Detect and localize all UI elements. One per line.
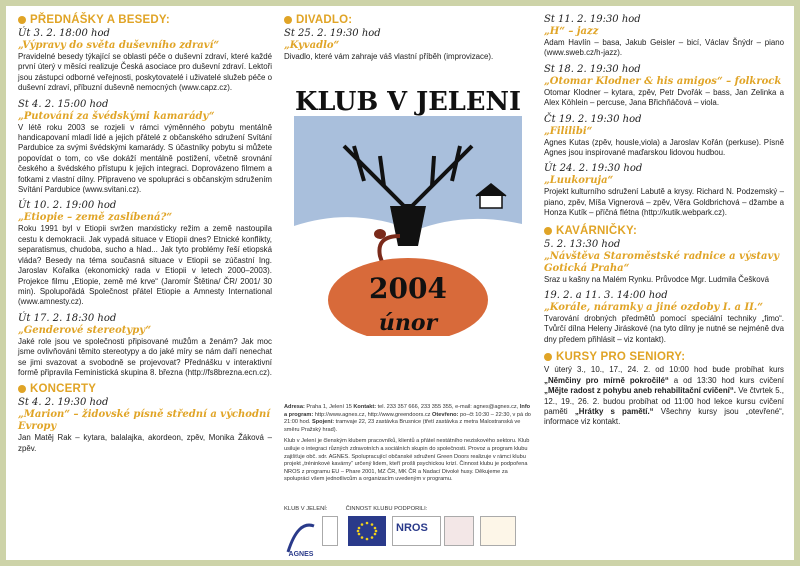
event-body: Otomar Klodner – kytara, zpěv, Petr Dvořák – bass, Jan Zelinka a Alex Köhlein – percuse, Jana Břichňáčová – viola. bbox=[544, 87, 784, 108]
column-theatre bbox=[284, 14, 532, 560]
bullet-icon bbox=[18, 385, 26, 393]
event-item bbox=[544, 290, 784, 345]
event-body: Roku 1991 byl v Etiopii svržen marxisticky režim a země nastoupila cestu k demokracii. Jak vypadá situace v Etiopii dnes? Etnické konflikty, separatismus, chudoba, sucho a hlad... Jak tyto problémy řeší etiopská vláda? Besedy na téma současná situace v Etiopii se zúčastní Ing. Jaroslav Kořalka (ekonomický rada v Etiopii v letech 2000–2003). Projekce filmu „Etiopie, země mé krve“ (Jaromír Štětina/ ČR/ 2001/ 30 min). Spolupořádá Společnost přátel Etiopie a Amnesty International (www.amnesty.cz). bbox=[18, 224, 272, 307]
event-title: „Fililibi“ bbox=[544, 125, 593, 137]
section-heading-concerts: KONCERTY bbox=[18, 383, 272, 395]
event-title: „Putování za švédskými kamarády“ bbox=[18, 110, 215, 122]
event-body: Agnes Kutas (zpěv, housle,viola) a Jaroslav Kořán (perkuse). Písně Agnes jsou inspirované maďarskou lidovou hudbou. bbox=[544, 137, 784, 158]
seniors-courses-text: V úterý 3., 10., 17., 24. 2. od 10:00 hod bude probíhat kurs „Němčiny pro mírně pokročilé“ a od 13:30 hod kurs cvičení „Mějte radost z pohybu aneb rehabilitační cvičení“. Ve čtvrtek 5., 12., 19., 26. 2. budou probíhat od 11:00 hod lekce kursu cvičení paměti „Hrátky s pamětí.“ Všechny kursy jsou „otevřené“, informace viz kontakt. bbox=[544, 365, 784, 427]
section-heading-lectures: PŘEDNÁŠKY A BESEDY: bbox=[18, 14, 272, 26]
event-title: „Návštěva Staroměstské radnice a výstavy Gotická Praha“ bbox=[544, 250, 780, 274]
agnes-logo-icon bbox=[284, 516, 318, 558]
logos-labels: KLUB V JELENÍ: ČINNOST KLUBU PODPORILI: bbox=[284, 506, 428, 512]
partner-logo-small bbox=[322, 516, 338, 546]
event-title: „Genderové stereotypy“ bbox=[18, 324, 152, 336]
program-leaflet bbox=[6, 6, 794, 560]
event-date: Út 17. 2. 18:30 hod bbox=[18, 312, 117, 324]
event-body: Jaké role jsou ve společnosti připisované mužům a ženám? Jak moc jsme ovlivňováni těmito stereotypy a do jaké míry se nám daří nenechat se jimi svazovat a svobodně se projevovat? Přednášku v interaktivní formě připravila Feministická skupina 8. března (http://fs8brezna.ecn.cz). bbox=[18, 336, 272, 377]
event-date: 5. 2. 13:30 hod bbox=[544, 238, 621, 250]
event-body: V létě roku 2003 se rozjeli v rámci výměnného pobytu mentálně handicapovaní mladí lidé a jejich přátelé z občanského sdružení Svítání Pardubice za svými švédskými kamarády. S účastníky pobytu si můžete popovídat o tom, co vše dokáží mentálně postižení, včetně srovnání českého a švédského přístupu k jejich integraci. Doprovázeno filmem a fotkami z vlastní dílny. Připraveno ve spolupráci s občanským sdružením Svítání Pardubice (www.svitani.cz). bbox=[18, 122, 272, 195]
event-date: St 18. 2. 19:30 hod bbox=[544, 63, 641, 75]
column-concerts-cafe bbox=[544, 14, 784, 428]
event-title: „H“ – jazz bbox=[544, 26, 599, 37]
event-title: „Výpravy do světa duševního zdraví“ bbox=[18, 40, 220, 51]
event-item bbox=[18, 99, 272, 196]
event-date: 19. 2. a 11. 3. 14:00 hod bbox=[544, 290, 668, 302]
poster-year: 2004 bbox=[369, 272, 447, 305]
event-item bbox=[544, 64, 784, 109]
bullet-icon bbox=[544, 353, 552, 361]
goose-foundation-logo bbox=[480, 516, 516, 546]
event-title: „Marion“ – židovské písně střední a východní Evropy bbox=[18, 409, 271, 433]
event-title: „Etiopie – země zaslíbená?“ bbox=[18, 212, 173, 224]
club-contact: Adresa: Praha 1, Jelení 15 Kontakt: tel. 233 357 666, 233 355 355, e-mail: agnes@agnes.cz, Info a program: http://www.agnes.cz, http://www.greendoors.cz Otevřeno: po–čt 10:30 – 22:30, v pá do 21:00 hod. Spojení: tramvaje 22, 23 zastávka Brusnice (třetí zastávka z metra Malostranská ve směru Pražský hrad). bbox=[284, 404, 531, 433]
event-date: Út 24. 2. 19:30 hod bbox=[544, 163, 643, 175]
event-body: Divadlo, které vám zahraje váš vlastní příběh (improvizace). bbox=[284, 52, 494, 61]
club-info bbox=[284, 404, 532, 484]
section-heading-theatre: DIVADLO: bbox=[284, 14, 532, 26]
event-date: Út 10. 2. 19:00 hod bbox=[18, 200, 117, 212]
event-body: Tvarování drobných předmětů pomocí speciální techniky „fimo“. Tvůrčí dílna Heleny Jiráskové (na tyto dílny je nutné se nejméně dva dny předem přihlásit – viz kontakt). bbox=[544, 314, 784, 344]
bullet-icon bbox=[544, 227, 552, 235]
event-item bbox=[18, 313, 272, 379]
event-item bbox=[544, 163, 784, 218]
poster-month: únor bbox=[378, 310, 438, 336]
poster-logo-text: KLUB V JELENI bbox=[295, 87, 521, 117]
event-date: St 4. 2. 19:30 hod bbox=[18, 397, 109, 409]
event-date: St 11. 2. 19:30 hod bbox=[544, 14, 641, 25]
event-item bbox=[284, 28, 532, 62]
event-item bbox=[544, 239, 784, 285]
event-title: „Korále, náramky a jiné ozdoby I. a II.“ bbox=[544, 302, 764, 314]
event-item bbox=[544, 14, 784, 59]
event-item bbox=[18, 28, 272, 94]
cottage-icon bbox=[480, 194, 502, 208]
eu-stars-icon bbox=[349, 517, 385, 545]
event-title: „Luukoruja“ bbox=[544, 175, 614, 187]
event-body: Projekt kulturního sdružení Labutě a krysy. Richard N. Podzemský – piano, zpěv, Míša Vignerová – zpěv, Věra Goldbrichová – džambe a Honza Kutík – příčná flétna (http://kutik.webpark.cz). bbox=[544, 187, 784, 218]
event-item bbox=[18, 397, 272, 454]
club-poster bbox=[284, 86, 532, 336]
eu-flag-icon bbox=[348, 516, 386, 546]
column-lectures bbox=[18, 14, 272, 459]
event-date: St 4. 2. 15:00 hod bbox=[18, 98, 109, 110]
event-body: Pravidelné besedy týkající se oblasti péče o duševní zdraví, které každé první úterý v měsíci realizuje Česká asociace pro duševní zdraví. Lektoři jsou zástupci odborné veřejnosti, poskytovatelé i uživatelé služeb péče o duševní zdraví, příbuzní duševně nemocných (www.capz.cz). bbox=[18, 52, 272, 93]
svg-text:AGNES: AGNES bbox=[288, 551, 314, 558]
event-title: „Otomar Klodner & his amigos“ – folkrock bbox=[544, 75, 782, 87]
event-body: Jan Matěj Rak – kytara, balalajka, akordeon, zpěv, Monika Žáková – zpěv. bbox=[18, 433, 272, 453]
event-item bbox=[18, 200, 272, 307]
event-item bbox=[544, 114, 784, 159]
event-date: Čt 19. 2. 19:30 hod bbox=[544, 113, 642, 125]
bullet-icon bbox=[18, 16, 26, 24]
event-title: „Kyvadlo“ bbox=[284, 40, 340, 51]
section-heading-cafe: KAVÁRNIČKY: bbox=[544, 225, 784, 237]
bullet-icon bbox=[284, 16, 292, 24]
section-heading-seniors: KURSY PRO SENIORY: bbox=[544, 351, 784, 363]
event-date: St 25. 2. 19:30 hod bbox=[284, 28, 381, 39]
event-date: Út 3. 2. 18:00 hod bbox=[18, 28, 110, 39]
event-body: Sraz u kašny na Malém Rynku. Průvodce Mgr. Ludmila Češková bbox=[544, 274, 769, 284]
club-description: Klub v Jelení je členským klubem pracovníků, klientů a přátel nestátního neziskového sektoru. Klub usiluje o integraci různých zdravotních a sociálních skupin do společnosti. Provoz a program klubu zajišťuje obč. sdr. AGNES. Spolupracující občanské sdružení Green Doors realizuje v rámci klubu projekt „tréninkové kavárny“ určený lidem, kteří prošli psychickou krizí. Činnost klubu je podpořena NROS z programu EU – Phare 2001, MZ ČR, MK ČR a Nadací Divoké husy. Děkujeme za spolupráci všem jednotlivcům a organizacím uvedeným v programu. bbox=[284, 438, 530, 483]
nros-logo: NROS bbox=[392, 516, 441, 546]
event-body: Adam Havlín – basa, Jakub Geisler – bicí, Václav Šnýdr – piano (www.sweb.cz/h-jazz). bbox=[544, 38, 784, 58]
ministry-emblem-icon bbox=[444, 516, 474, 546]
